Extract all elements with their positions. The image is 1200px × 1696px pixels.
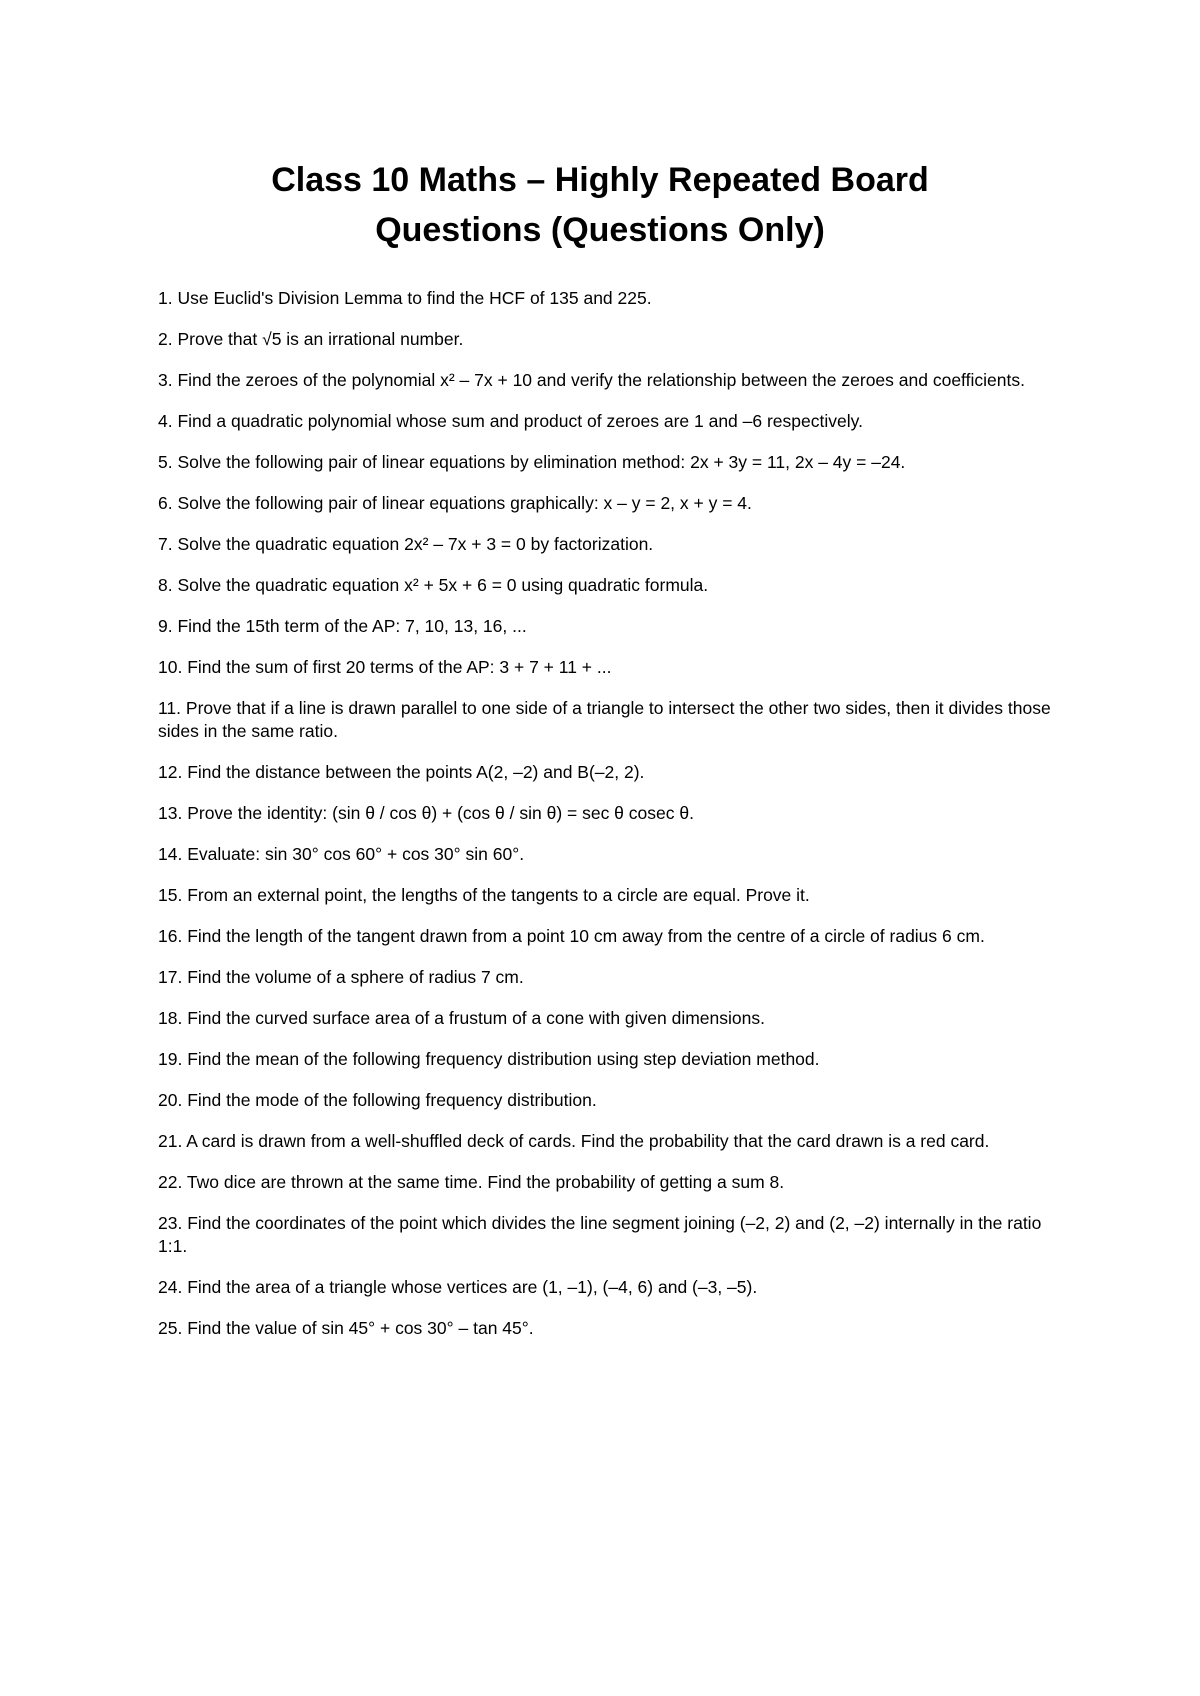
question-item: 12. Find the distance between the points A(2, –2) and B(–2, 2). — [158, 762, 645, 782]
title-line-1: Class 10 Maths – Highly Repeated Board — [271, 161, 929, 199]
question-item: 7. Solve the quadratic equation 2x² – 7x + 3 = 0 by factorization. — [158, 534, 654, 554]
question-item: 19. Find the mean of the following frequency distribution using step deviation method. — [158, 1049, 820, 1069]
question-item: 24. Find the area of a triangle whose vertices are (1, –1), (–4, 6) and (–3, –5). — [158, 1277, 758, 1297]
question-item: 14. Evaluate: sin 30° cos 60° + cos 30° sin 60°. — [158, 844, 525, 864]
question-item: 25. Find the value of sin 45° + cos 30° – tan 45°. — [158, 1318, 534, 1338]
title-line-2: Questions (Questions Only) — [375, 211, 825, 249]
question-item: 8. Solve the quadratic equation x² + 5x + 6 = 0 using quadratic formula. — [158, 575, 709, 595]
question-item: 15. From an external point, the lengths of the tangents to a circle are equal. Prove it. — [158, 885, 810, 905]
question-item: 5. Solve the following pair of linear equations by elimination method: 2x + 3y = 11, 2x – 4y = –24. — [158, 452, 906, 472]
question-item: 23. Find the coordinates of the point which divides the line segment joining (–2, 2) and (2, –2) internally in the ratio 1:1. — [158, 1213, 1042, 1256]
question-item: 2. Prove that √5 is an irrational number. — [158, 329, 464, 349]
question-item: 4. Find a quadratic polynomial whose sum and product of zeroes are 1 and –6 respectively. — [158, 411, 863, 431]
question-item: 21. A card is drawn from a well-shuffled deck of cards. Find the probability that the card drawn is a red card. — [158, 1131, 990, 1151]
page-title — [100, 155, 1100, 255]
question-item: 10. Find the sum of first 20 terms of the AP: 3 + 7 + 11 + ... — [158, 657, 612, 677]
question-item: 6. Solve the following pair of linear equations graphically: x – y = 2, x + y = 4. — [158, 493, 752, 513]
question-item: 17. Find the volume of a sphere of radius 7 cm. — [158, 967, 524, 987]
question-list — [158, 287, 1058, 1358]
question-item: 3. Find the zeroes of the polynomial x² – 7x + 10 and verify the relationship between the zeroes and coefficients. — [158, 370, 1025, 390]
question-item: 1. Use Euclid's Division Lemma to find the HCF of 135 and 225. — [158, 288, 652, 308]
question-item: 18. Find the curved surface area of a frustum of a cone with given dimensions. — [158, 1008, 765, 1028]
question-item: 22. Two dice are thrown at the same time. Find the probability of getting a sum 8. — [158, 1172, 785, 1192]
question-item: 9. Find the 15th term of the AP: 7, 10, 13, 16, ... — [158, 616, 527, 636]
question-item: 13. Prove the identity: (sin θ / cos θ) + (cos θ / sin θ) = sec θ cosec θ. — [158, 803, 694, 823]
question-item: 11. Prove that if a line is drawn parallel to one side of a triangle to intersect the other two sides, then it divides those sides in the same ratio. — [158, 698, 1051, 741]
question-item: 16. Find the length of the tangent drawn from a point 10 cm away from the centre of a circle of radius 6 cm. — [158, 926, 985, 946]
question-item: 20. Find the mode of the following frequency distribution. — [158, 1090, 597, 1110]
